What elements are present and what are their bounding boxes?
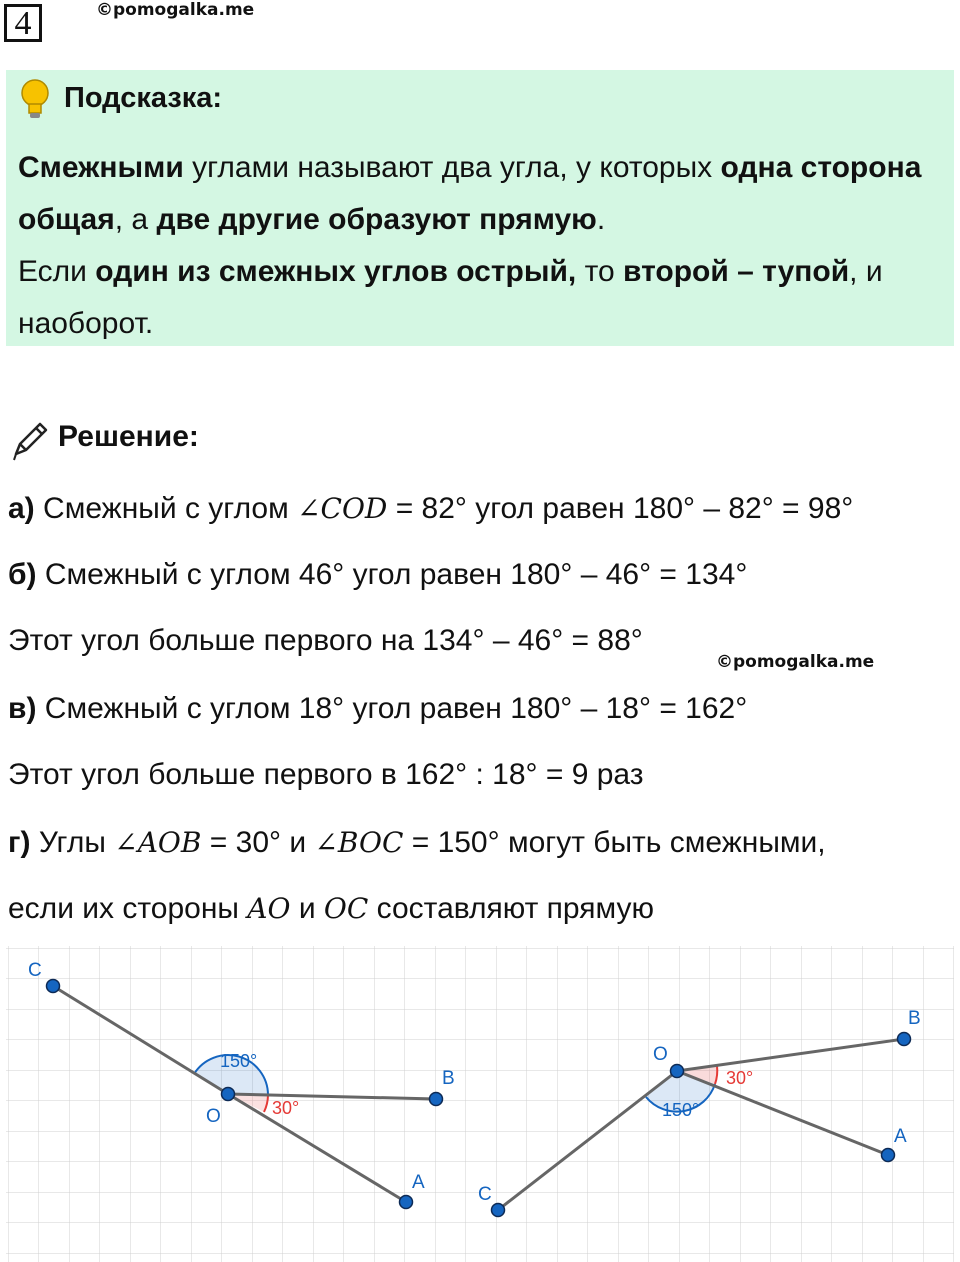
right-label-C: C bbox=[478, 1184, 492, 1205]
right-label-A: A bbox=[894, 1126, 907, 1147]
watermark-middle: ©pomogalka.me bbox=[716, 652, 875, 672]
right-label-O: O bbox=[653, 1044, 668, 1065]
solution-line-b: б) Смежный с углом 46° угол равен 180° – 46° = 134° bbox=[8, 558, 748, 591]
solution-line-d: г) Углы ∠AOB = 30° и ∠BOC = 150° могут быть смежными, bbox=[8, 826, 826, 859]
left-label-C: C bbox=[28, 960, 42, 981]
right-label-30: 30° bbox=[726, 1068, 754, 1088]
hint-paragraph-2: Если один из смежных углов острый, то второй – тупой, и наоборот. bbox=[18, 255, 883, 340]
right-point-B bbox=[898, 1033, 911, 1046]
solution-line-b2: Этот угол больше первого на 134° – 46° = 88° bbox=[8, 624, 643, 657]
left-point-A bbox=[400, 1196, 413, 1209]
task-number: 4 bbox=[4, 4, 42, 42]
solution-line-c2: Этот угол больше первого в 162° : 18° = 9 раз bbox=[8, 758, 644, 791]
solution-title: Решение: bbox=[58, 420, 199, 453]
lightbulb-icon bbox=[18, 78, 52, 120]
left-label-B: B bbox=[442, 1068, 455, 1089]
right-label-B: B bbox=[908, 1008, 921, 1029]
solution-line-d2: если их стороны AO и OC составляют прямую bbox=[8, 892, 654, 925]
hint-title: Подсказка: bbox=[64, 82, 223, 114]
geometry-figure bbox=[6, 946, 954, 1262]
pencil-icon bbox=[8, 418, 52, 462]
left-point-B bbox=[430, 1093, 443, 1106]
right-point-A bbox=[882, 1149, 895, 1162]
left-point-C bbox=[47, 980, 60, 993]
right-label-150: 150° bbox=[662, 1100, 700, 1120]
left-label-150: 150° bbox=[220, 1051, 258, 1071]
left-label-30: 30° bbox=[272, 1098, 300, 1118]
solution-line-a: а) Смежный с углом ∠COD = 82° угол равен 180° – 82° = 98° bbox=[8, 492, 854, 525]
watermark-top: ©pomogalka.me bbox=[96, 0, 255, 20]
right-point-C bbox=[492, 1204, 505, 1217]
hint-text bbox=[18, 142, 943, 350]
grid-background bbox=[6, 946, 954, 1262]
left-label-O: O bbox=[206, 1106, 221, 1127]
left-label-A: A bbox=[412, 1172, 425, 1193]
hint-paragraph-1: Смежными углами называют два угла, у которых одна сторона общая, а две другие образуют прямую. bbox=[18, 151, 922, 236]
right-point-O bbox=[671, 1065, 684, 1078]
left-point-O bbox=[222, 1088, 235, 1101]
solution-line-c: в) Смежный с углом 18° угол равен 180° – 18° = 162° bbox=[8, 692, 748, 725]
